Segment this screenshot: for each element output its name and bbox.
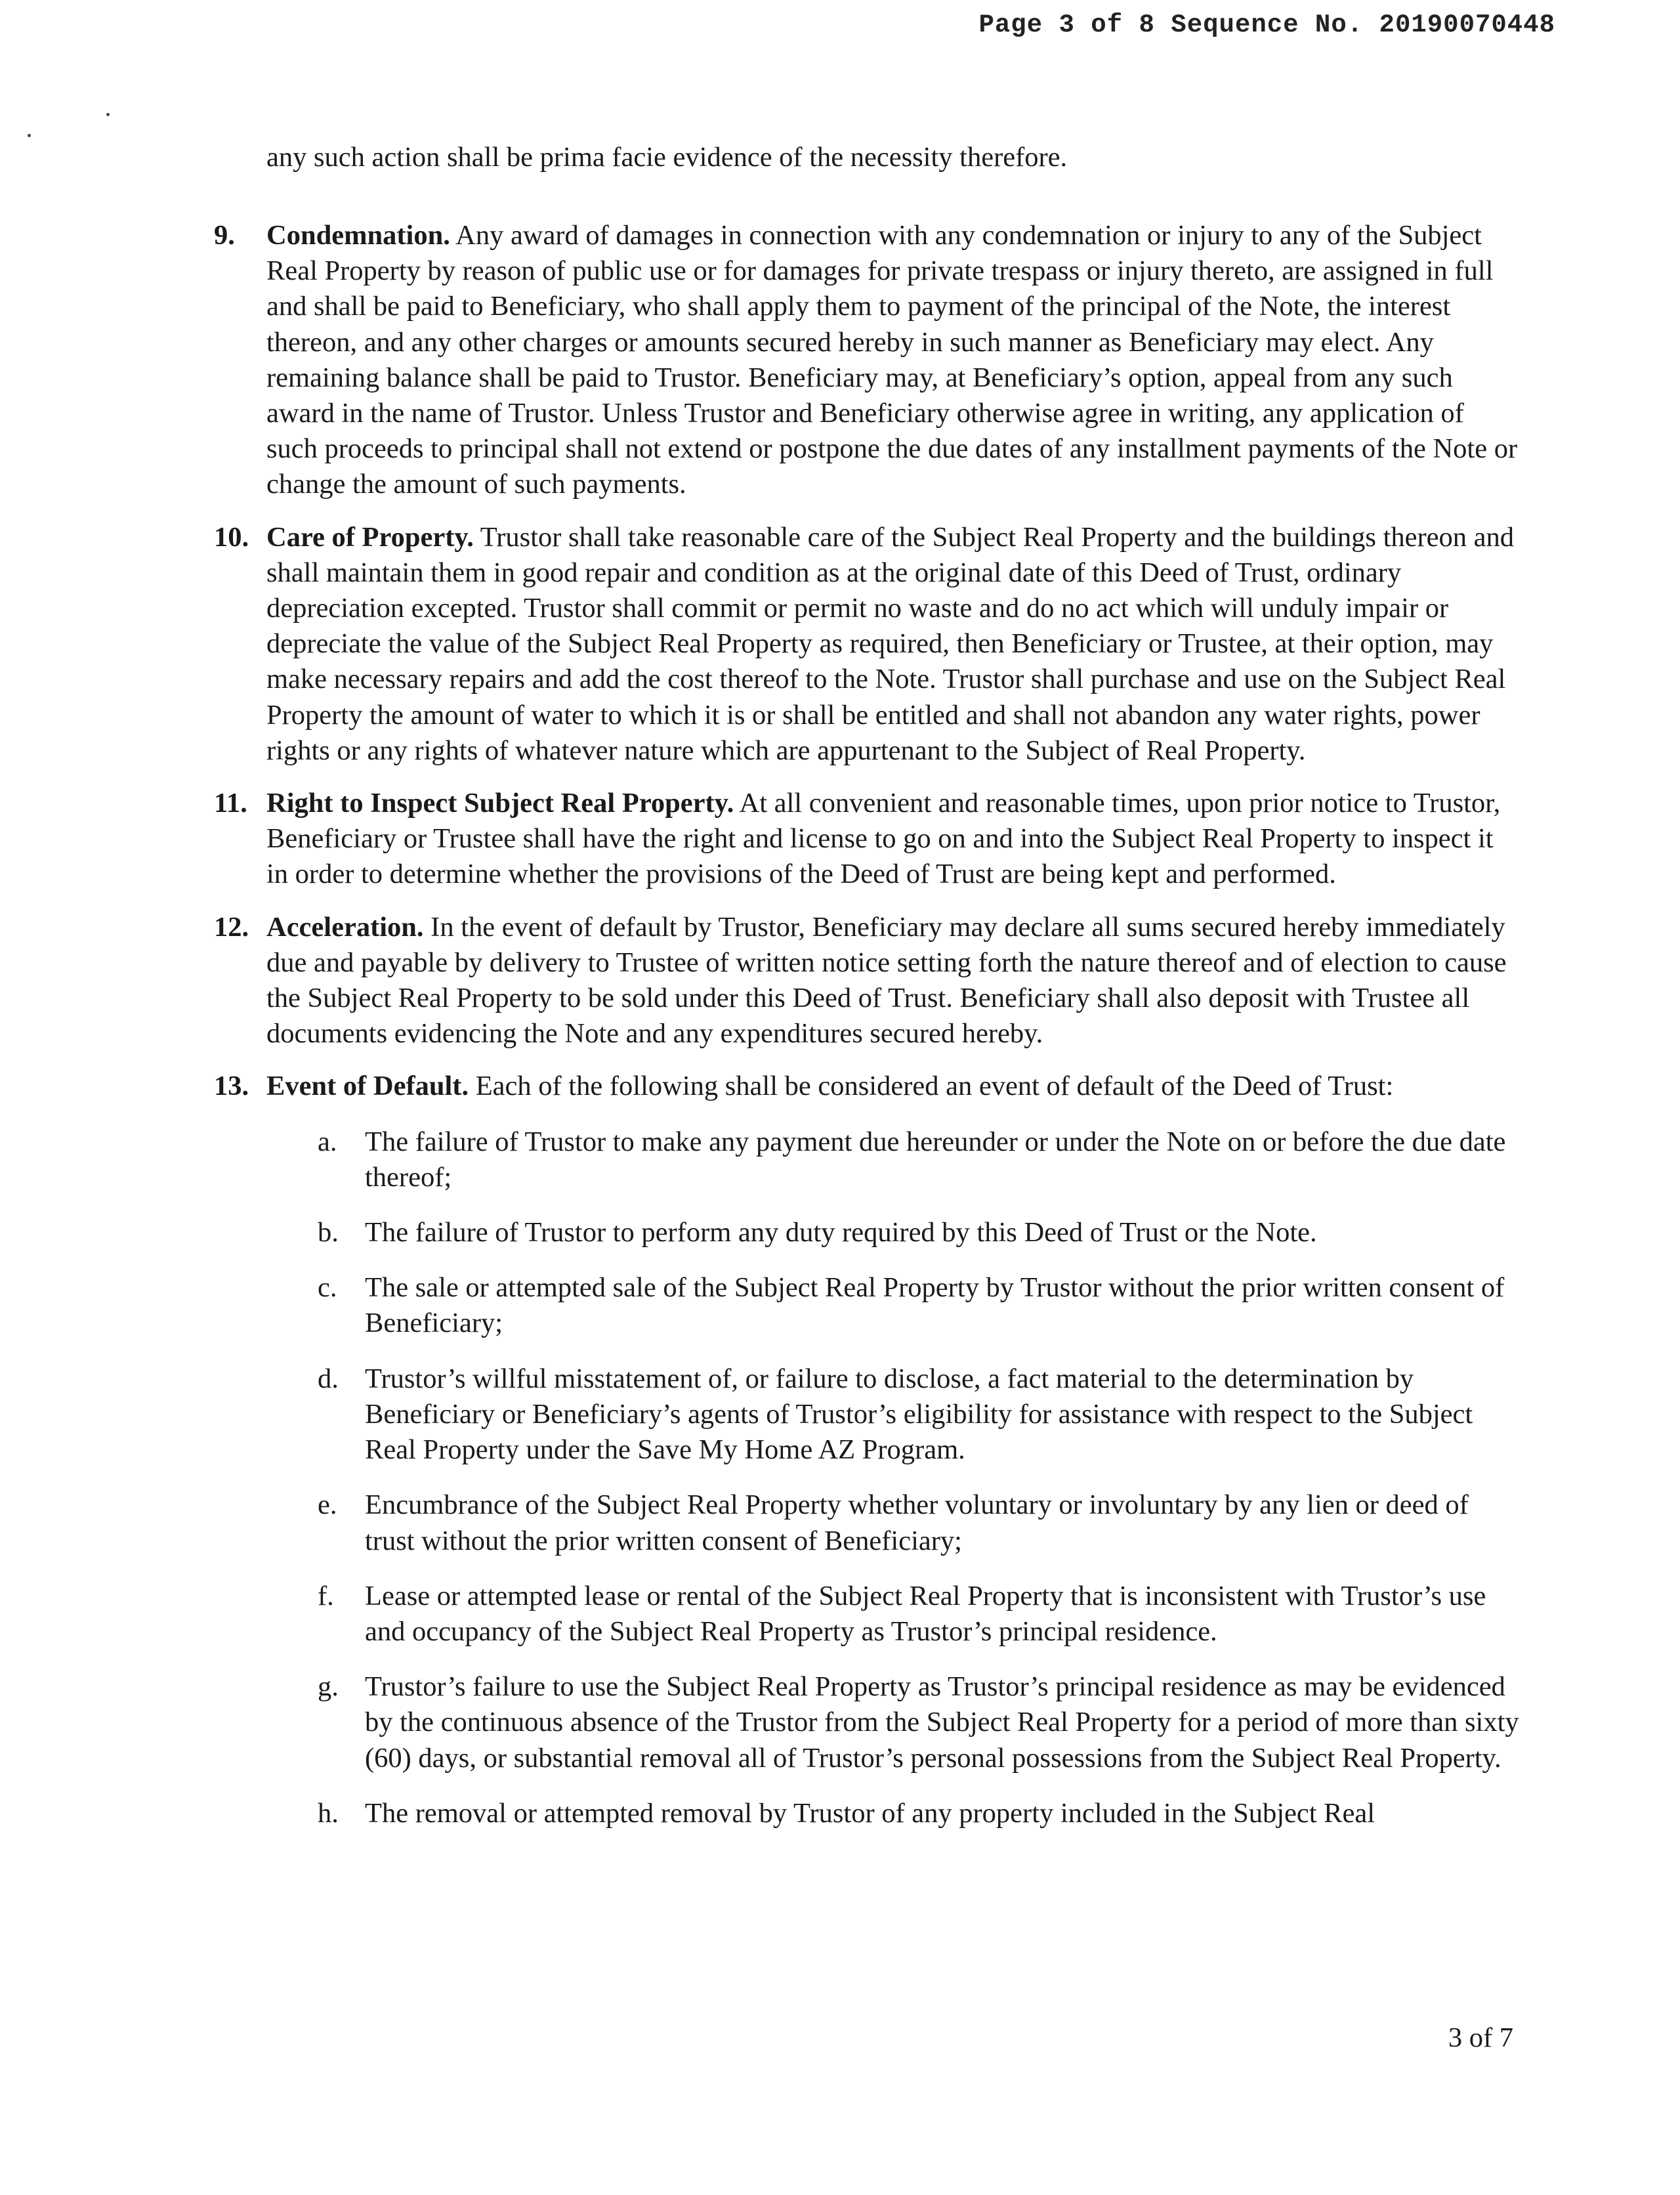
section-body: At all convenient and reasonable times, upon prior notice to Trustor, Beneficiary or Trustee shall have the right and license to go on and into the Subject Real Property to inspect it in order to determine whether the provisions of the Deed of Trust are being kept and performed. [266, 788, 1501, 890]
section-title: Condemnation. [266, 220, 450, 251]
item-text: The sale or attempted sale of the Subject Real Property by Trustor without the prior written consent of Beneficiary; [365, 1272, 1505, 1339]
page-footer-number: 3 of 7 [1448, 2022, 1513, 2053]
numbered-sections [214, 218, 1520, 1851]
default-events-list [266, 1124, 1520, 1831]
default-event-item [266, 1579, 1520, 1650]
default-event-item [266, 1796, 1520, 1831]
default-event-item [266, 1669, 1520, 1776]
continuation-paragraph: any such action shall be prima facie evidence of the necessity therefore. [266, 142, 1068, 173]
section-number: 10. [214, 521, 249, 553]
item-text: Encumbrance of the Subject Real Property whether voluntary or involuntary by any lien or deed of trust without the prior written consent of Beneficiary; [365, 1489, 1469, 1556]
section-title: Acceleration. [266, 911, 424, 943]
section-title: Event of Default. [266, 1071, 469, 1102]
default-event-item [266, 1124, 1520, 1195]
item-letter: g. [318, 1671, 339, 1703]
section-body: Each of the following shall be considered an event of default of the Deed of Trust: [469, 1071, 1394, 1102]
default-event-item [266, 1270, 1520, 1341]
item-letter: b. [318, 1217, 339, 1248]
section-body: Any award of damages in connection with any condemnation or injury to any of the Subject Real Property by reason of public use or for damages for private trespass or injury thereto, are assigned in full and shall be paid to Beneficiary, who shall apply them to payment of the principal of the Note, the interest thereon, and any other charges or amounts secured hereby in such manner as Beneficiary may elect. Any remaining balance shall be paid to Trustor. Beneficiary may, at Beneficiary’s option, appeal from any such award in the name of Trustor. Unless Trustor and Beneficiary otherwise agree in writing, any application of such proceeds to principal shall not extend or postpone the due dates of any installment payments of the Note or change the amount of such payments. [266, 220, 1518, 500]
section-13-event-of-default [214, 1069, 1520, 1831]
item-letter: f. [318, 1580, 334, 1611]
item-text: The removal or attempted removal by Trustor of any property included in the Subject Real [365, 1797, 1376, 1829]
section-number: 12. [214, 911, 249, 943]
section-title: Care of Property. [266, 521, 474, 553]
section-11-right-to-inspect [214, 786, 1520, 893]
item-text: Trustor’s willful misstatement of, or failure to disclose, a fact material to the determination by Beneficiary or Beneficiary’s agents of Trustor’s eligibility for assistance with respect to the Subject Real Property under the Save My Home AZ Program. [365, 1363, 1473, 1466]
item-letter: e. [318, 1489, 337, 1521]
item-letter: d. [318, 1363, 339, 1394]
item-text: Lease or attempted lease or rental of the Subject Real Property that is inconsistent with Trustor’s use and occupancy of the Subject Real Property as Trustor’s principal residence. [365, 1580, 1486, 1647]
item-letter: a. [318, 1126, 337, 1157]
item-letter: c. [318, 1272, 337, 1304]
item-text: Trustor’s failure to use the Subject Real Property as Trustor’s principal residence as may be evidenced by the continuous absence of the Trustor from the Subject Real Property for a period of more than sixty (60) days, or substantial removal all of Trustor’s personal possessions from the Subject Real Property. [365, 1671, 1519, 1774]
section-12-acceleration [214, 910, 1520, 1052]
section-number: 9. [214, 220, 235, 251]
section-body: Trustor shall take reasonable care of the Subject Real Property and the buildings thereon and shall maintain them in good repair and condition as at the original date of this Deed of Trust, ordinary depreciation excepted. Trustor shall commit or permit no waste and do no act which will unduly impair or depreciate the value of the Subject Real Property as required, then Beneficiary or Trustee, at their option, may make necessary repairs and add the cost thereof to the Note. Trustor shall purchase and use on the Subject Real Property the amount of water to which it is or shall be entitled and shall not abandon any water rights, power rights or any rights of whatever nature which are appurtenant to the Subject of Real Property. [266, 521, 1514, 766]
scan-speck [106, 113, 110, 116]
item-text: The failure of Trustor to make any payment due hereunder or under the Note on or before the due date thereof; [365, 1126, 1506, 1193]
section-number: 11. [214, 788, 247, 819]
default-event-item [266, 1361, 1520, 1468]
default-event-item [266, 1487, 1520, 1558]
scan-speck [28, 134, 31, 137]
section-body: In the event of default by Trustor, Beneficiary may declare all sums secured hereby immediately due and payable by delivery to Trustee of written notice setting forth the nature thereof and of election to cause the Subject Real Property to be sold under this Deed of Trust. Beneficiary shall also deposit with Trustee all documents evidencing the Note and any expenditures secured hereby. [266, 911, 1507, 1050]
item-text: The failure of Trustor to perform any duty required by this Deed of Trust or the Note. [365, 1217, 1317, 1248]
default-event-item [266, 1215, 1520, 1250]
section-9-condemnation [214, 218, 1520, 503]
item-letter: h. [318, 1797, 339, 1829]
section-title: Right to Inspect Subject Real Property. [266, 788, 734, 819]
page-header-sequence: Page 3 of 8 Sequence No. 20190070448 [978, 11, 1555, 39]
section-10-care-of-property [214, 520, 1520, 769]
section-number: 13. [214, 1071, 249, 1102]
